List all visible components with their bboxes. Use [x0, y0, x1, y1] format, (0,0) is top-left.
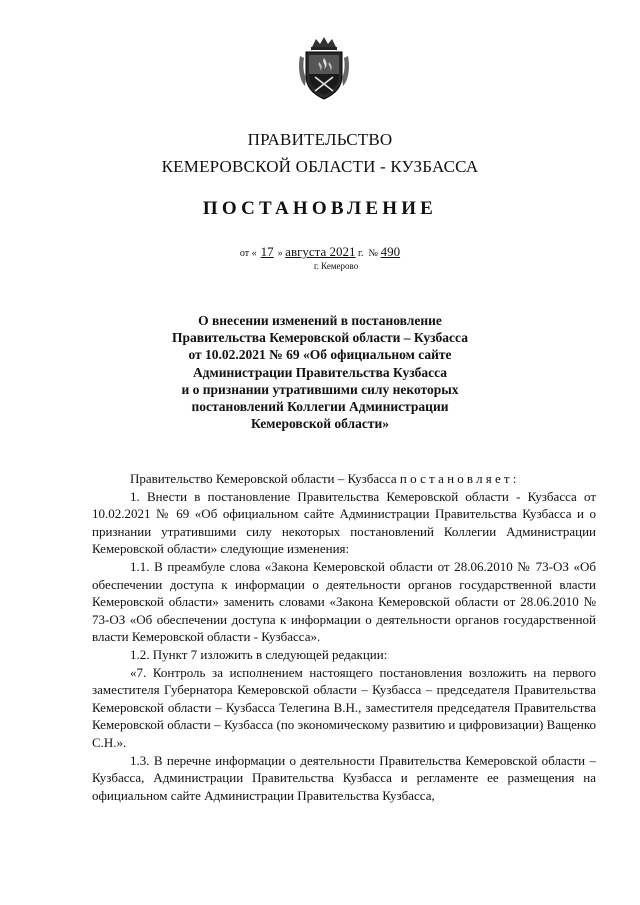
paragraph-1: 1. Внести в постановление Правительства Кемеровской области - Кузбасса от 10.02.2021 № 69 «Об официальном сайте Администрации Правительства Кузбасса и о признании утратившими силу некоторых постановлений Коллегии Администрации Кемеровской области» следующие изменения: [92, 488, 596, 557]
subject-line: Правительства Кемеровской области – Кузбасса [172, 330, 468, 346]
intro-verb: постановляет: [399, 471, 520, 486]
region-title: КЕМЕРОВСКОЙ ОБЛАСТИ - КУЗБАССА [161, 157, 479, 176]
date-prefix: от « [239, 248, 257, 259]
decree-body [92, 470, 596, 804]
date-quote-close: » [277, 248, 283, 259]
subject-line: от 10.02.2021 № 69 «Об официальном сайте [188, 347, 452, 363]
paragraph-1-2: 1.2. Пункт 7 изложить в следующей редакции: [130, 646, 388, 662]
date-year-suffix: г. [358, 248, 364, 259]
decree-number: 490 [380, 244, 401, 259]
paragraph-1-3: 1.3. В перечне информации о деятельности Правительства Кемеровской области – Кузбасса, Администрации Правительства Кузбасса и регламенте ее размещения на официальном сайте Администрации Правительства Кузбасса, [92, 752, 596, 803]
decree-title: ПОСТАНОВЛЕНИЕ [202, 198, 438, 219]
number-label: № [368, 248, 379, 259]
city: г. Кемерово [314, 261, 359, 271]
date-line [0, 244, 640, 260]
paragraph-7-text: «7. Контроль за исполнением настоящего постановления возложить на первого заместителя Губернатора Кемеровской области – Кузбасса – председателя Правительства Кемеровской области – Кузбасса Телегина В.Н., заместителя председателя Правительства Кемеровской области – Кузбасса (по экономическому развитию и цифровизации) Ващенко С.Н.». [92, 664, 596, 750]
decree-subject [0, 312, 640, 432]
date-day: 17 [260, 244, 274, 259]
intro-text: Правительство Кемеровской области – Кузбасса [130, 471, 397, 486]
subject-line: Кемеровской области» [251, 416, 389, 432]
kuzbass-coat-of-arms-icon [297, 36, 351, 102]
subject-line: и о признании утратившими силу некоторых [181, 381, 459, 397]
subject-line: О внесении изменений в постановление [198, 313, 442, 328]
subject-line: постановлений Коллегии Администрации [191, 399, 449, 415]
intro-paragraph [92, 470, 596, 488]
paragraph-1-1: 1.1. В преамбуле слова «Закона Кемеровской области от 28.06.2010 № 73-ОЗ «Об обеспечении доступа к информации о деятельности органов государственной власти Кемеровской области» заменить словами «Закона Кемеровской области от 28.06.2010 № 73-ОЗ «Об обеспечении доступа к информации о деятельности органов государственной власти Кемеровской области - Кузбасса». [92, 558, 596, 645]
date-month-year: августа 2021 [285, 244, 356, 259]
government-title: ПРАВИТЕЛЬСТВО [247, 130, 393, 149]
subject-line: Администрации Правительства Кузбасса [192, 364, 448, 380]
coat-of-arms-icon [297, 36, 351, 102]
